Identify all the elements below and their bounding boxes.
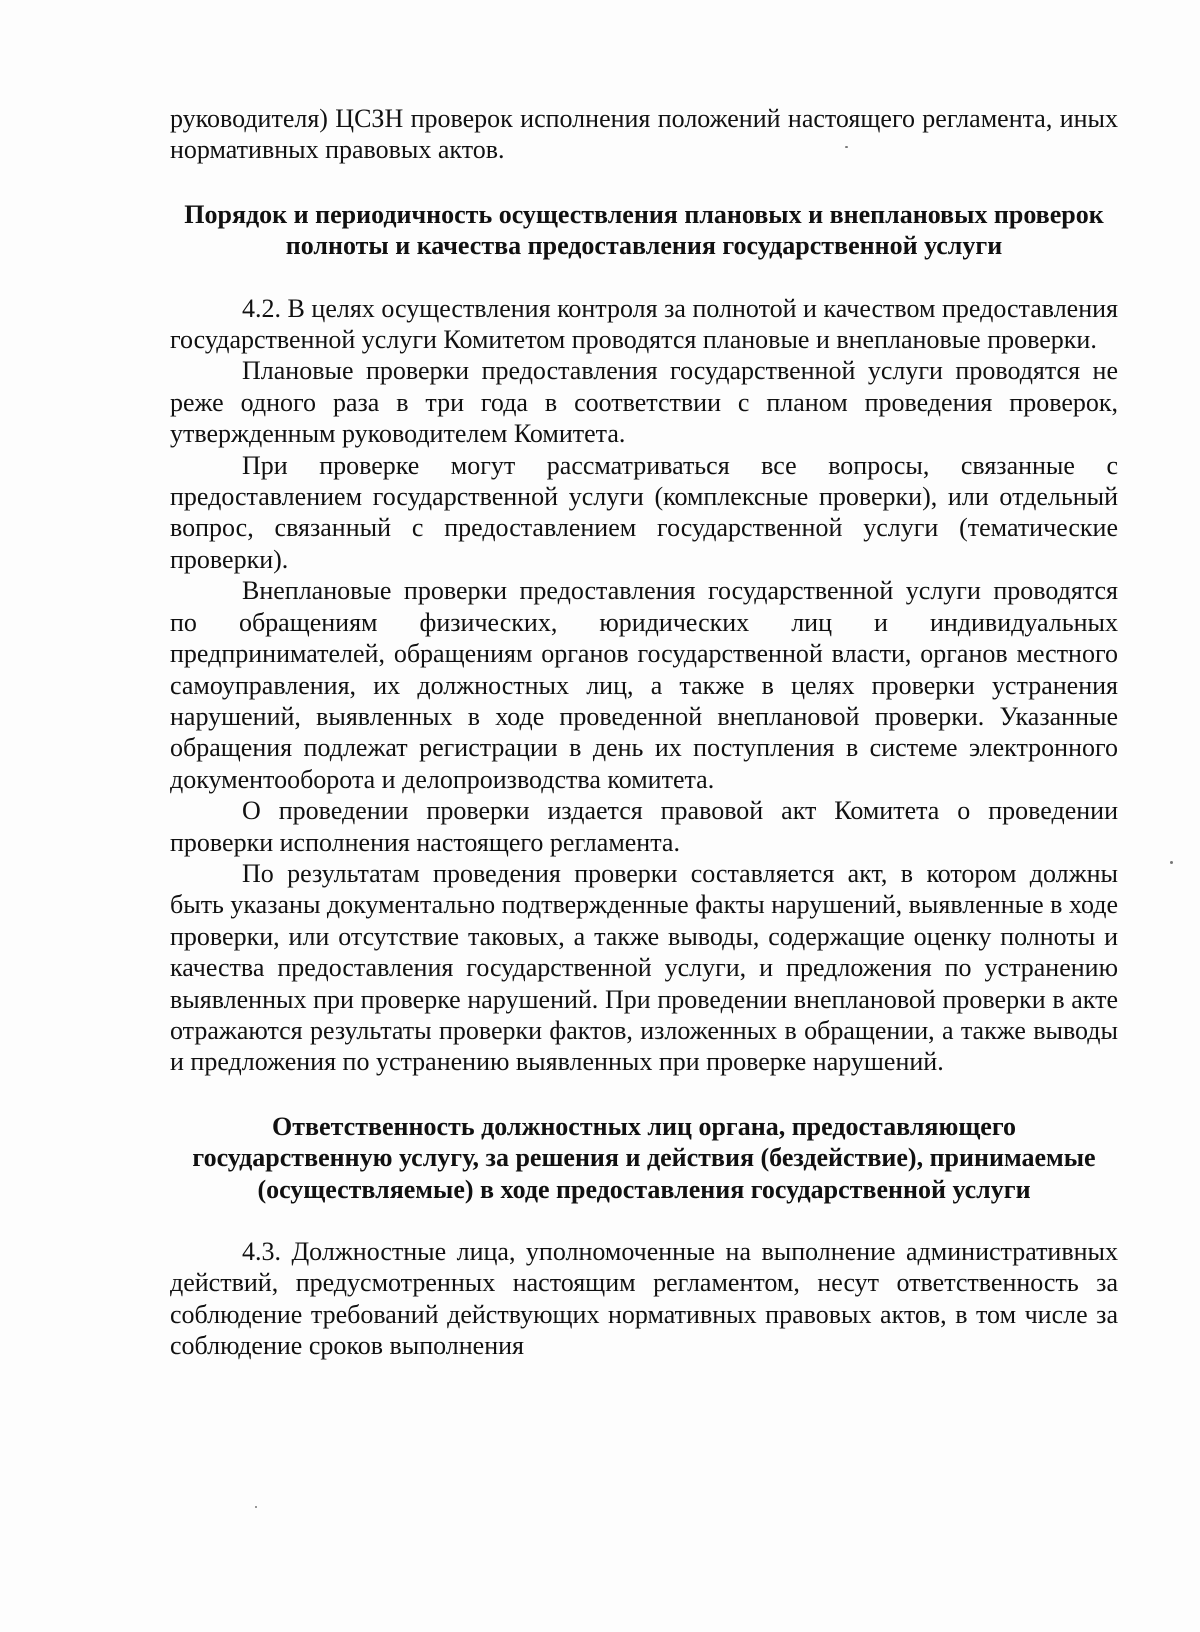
document-body <box>170 103 1118 1362</box>
scan-speck <box>845 146 848 148</box>
section-heading-inspections: Порядок и периодичность осуществления плановых и внеплановых проверок полноты и качества предоставления государственной услуги <box>184 199 1104 261</box>
paragraph-unplanned-inspections: Внеплановые проверки предоставления государственной услуги проводятся по обращениям физических, юридических лиц и индивидуальных предпринимателей, обращениям органов государственной власти, органов местного самоуправления, их должностных лиц, а также в целях проверки устранения нарушений, выявленных в ходе проведенной внеплановой проверки. Указанные обращения подлежат регистрации в день их поступления в системе электронного документооборота и делопроизводства комитета. <box>170 576 1118 794</box>
paragraph-legal-act: О проведении проверки издается правовой акт Комитета о проведении проверки исполнения настоящего регламента. <box>170 796 1118 857</box>
paragraph-planned-inspections: Плановые проверки предоставления государственной услуги проводятся не реже одного раза в три года в соответствии с планом проведения проверок, утвержденным руководителем Комитета. <box>170 356 1118 449</box>
paragraph-4-3: 4.3. Должностные лица, уполномоченные на выполнение административных действий, предусмотренных настоящим регламентом, несут ответственность за соблюдение требований действующих нормативных правовых актов, в том числе за соблюдение сроков выполнения <box>170 1237 1118 1361</box>
scan-speck <box>1170 861 1173 864</box>
section-heading-responsibility: Ответственность должностных лиц органа, предоставляющего государственную услугу, за решения и действия (бездействие), принимаемые (осуществляемые) в ходе предоставления государственной услуги <box>192 1111 1096 1204</box>
paragraph-inspection-results: По результатам проведения проверки составляется акт, в котором должны быть указаны документально подтвержденные факты нарушений, выявленные в ходе проверки, или отсутствие таковых, а также выводы, содержащие оценку полноты и качества предоставления государственной услуги, и предложения по устранению выявленных при проверке нарушений. При проведении внеплановой проверки в акте отражаются результаты проверки фактов, изложенных в обращении, а также выводы и предложения по устранению выявленных при проверке нарушений. <box>170 858 1118 1077</box>
paragraph-4-2: 4.2. В целях осуществления контроля за полнотой и качеством предоставления государственной услуги Комитетом проводятся плановые и внеплановые проверки. <box>170 293 1118 355</box>
intro-paragraph: руководителя) ЦСЗН проверок исполнения положений настоящего регламента, иных нормативных правовых актов. <box>170 104 1118 165</box>
paragraph-inspection-scope: При проверке могут рассматриваться все вопросы, связанные с предоставлением государственной услуги (комплексные проверки), или отдельный вопрос, связанный с предоставлением государственной услуги (тематические проверки). <box>170 450 1118 574</box>
scan-speck <box>255 1506 257 1508</box>
